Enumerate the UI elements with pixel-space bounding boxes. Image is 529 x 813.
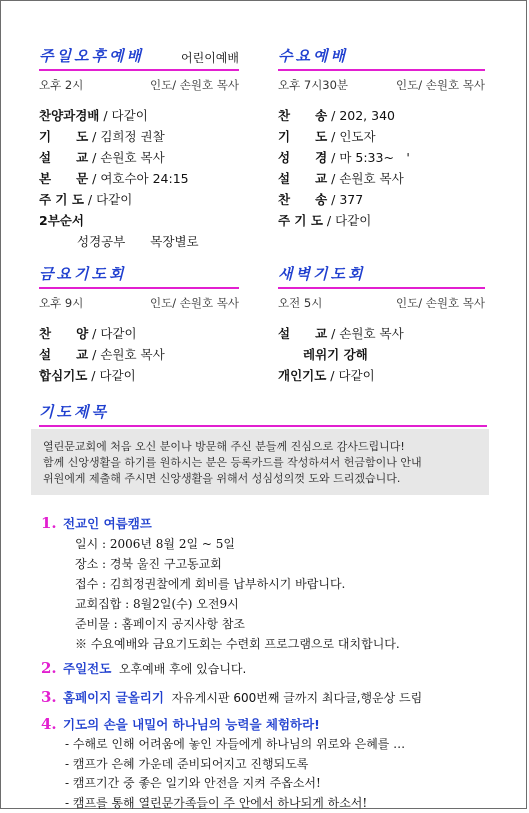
- order-item: 설 교 / 손원호 목사: [39, 344, 239, 365]
- notice-detail: 장소 : 경북 울진 구고동교회: [41, 554, 501, 574]
- notice-item-4: [41, 714, 501, 813]
- wednesday-section: [278, 45, 485, 231]
- notice-text: 오후예배 후에 있습니다.: [119, 662, 246, 676]
- order-item: 찬양과경배 / 다같이: [39, 105, 239, 126]
- wednesday-leader: 인도/ 손원호 목사: [396, 77, 485, 93]
- notice-heading: 주일전도: [63, 661, 111, 676]
- notice-detail: - 캠프를 통해 열린문가족들이 주 안에서 하나되게 하소서!: [41, 794, 501, 813]
- prayer-section: [39, 401, 489, 427]
- order-item: 찬 양 / 다같이: [39, 323, 239, 344]
- order-item: 주 기 도 / 다같이: [39, 189, 239, 210]
- notice-item-1: [41, 513, 501, 654]
- wednesday-title: 수요예배: [278, 47, 348, 65]
- notices-list: [41, 513, 501, 813]
- friday-title: 금요기도회: [39, 265, 126, 283]
- wednesday-header: [278, 45, 485, 67]
- notice-heading: 홈페이지 글올리기: [63, 690, 164, 705]
- dawn-rule: [278, 287, 485, 289]
- wednesday-time: 오후 7시30분: [278, 77, 348, 93]
- friday-leader: 인도/ 손원호 목사: [150, 295, 239, 311]
- order-item: 기 도 / 인도자: [278, 126, 485, 147]
- sunday-pm-items: [39, 105, 239, 252]
- order-item: 개인기도 / 다같이: [278, 365, 485, 386]
- wednesday-time-row: [278, 77, 485, 93]
- sunday-pm-title: 주일오후예배: [39, 47, 144, 65]
- order-item: 기 도 / 김희정 권찰: [39, 126, 239, 147]
- welcome-message-box: [31, 429, 489, 495]
- prayer-header: [39, 401, 489, 423]
- notice-detail: 교회집합 : 8월2일(수) 오전9시: [41, 594, 501, 614]
- order-item: 2부순서: [39, 210, 239, 231]
- order-item: 본 문 / 여호수아 24:15: [39, 168, 239, 189]
- friday-section: [39, 263, 239, 386]
- notice-heading: 전교인 여름캠프: [63, 516, 152, 531]
- welcome-line: 위원에게 제출해 주시면 신앙생활을 위해서 성심성의껏 도와 드리겠습니다.: [43, 471, 479, 487]
- order-item: 찬 송 / 202, 340: [278, 105, 485, 126]
- order-item: 레위기 강해: [278, 344, 485, 365]
- prayer-title: 기도제목: [39, 403, 109, 421]
- friday-items: [39, 323, 239, 386]
- notice-detail: - 캠프기간 중 좋은 일기와 안전을 지켜 주옵소서!: [41, 774, 501, 794]
- sunday-pm-section: [39, 45, 239, 252]
- notice-item-2: [41, 658, 501, 679]
- notice-detail: 준비물 : 홈페이지 공지사항 참조: [41, 614, 501, 634]
- wednesday-items: [278, 105, 485, 231]
- notice-number: 2.: [41, 658, 63, 678]
- notice-number: 1.: [41, 513, 63, 533]
- notice-detail: - 수해로 인해 어려움에 놓인 자들에게 하나님의 위로와 은혜를 …: [41, 735, 501, 755]
- order-item: 합심기도 / 다같이: [39, 365, 239, 386]
- notice-detail: - 캠프가 은혜 가운데 준비되어지고 진행되도록: [41, 755, 501, 775]
- sunday-pm-time: 오후 2시: [39, 77, 83, 93]
- welcome-line: 열린문교회에 처음 오신 분이나 방문해 주신 분들께 진심으로 감사드립니다!: [43, 439, 479, 455]
- notice-number: 4.: [41, 714, 63, 734]
- dawn-leader: 인도/ 손원호 목사: [396, 295, 485, 311]
- wednesday-rule: [278, 69, 485, 71]
- notice-text: 자유게시판 600번째 글까지 최다글,행운상 드림: [172, 691, 423, 705]
- order-item: 찬 송 / 377: [278, 189, 485, 210]
- order-item: 설 교 / 손원호 목사: [39, 147, 239, 168]
- dawn-time: 오전 5시: [278, 295, 322, 311]
- order-item: 성 경 / 마 5:33~ ': [278, 147, 485, 168]
- notice-item-3: [41, 687, 501, 708]
- friday-time: 오후 9시: [39, 295, 83, 311]
- sunday-pm-extra: 성경공부 목장별로: [39, 231, 239, 252]
- order-item: 설 교 / 손원호 목사: [278, 168, 485, 189]
- notice-detail: ※ 수요예배와 금요기도회는 수련회 프로그램으로 대치합니다.: [41, 634, 501, 654]
- friday-header: [39, 263, 239, 285]
- dawn-header: [278, 263, 485, 285]
- notice-number: 3.: [41, 687, 63, 707]
- sunday-pm-leader: 인도/ 손원호 목사: [150, 77, 239, 93]
- notice-heading: 기도의 손을 내밀어 하나님의 능력을 체험하라!: [63, 717, 320, 732]
- sunday-pm-rule: [39, 69, 239, 71]
- dawn-time-row: [278, 295, 485, 311]
- order-item: 설 교 / 손원호 목사: [278, 323, 485, 344]
- dawn-items: [278, 323, 485, 386]
- order-item: 주 기 도 / 다같이: [278, 210, 485, 231]
- notice-detail: 접수 : 김희정권찰에게 회비를 납부하시기 바랍니다.: [41, 574, 501, 594]
- dawn-title: 새벽기도회: [278, 265, 365, 283]
- sunday-pm-time-row: [39, 77, 239, 93]
- dawn-section: [278, 263, 485, 386]
- welcome-line: 함께 신앙생활을 하기를 원하시는 분은 등록카드를 작성하셔서 헌금함이나 안내: [43, 455, 479, 471]
- notice-detail: 일시 : 2006년 8월 2일 ~ 5일: [41, 534, 501, 554]
- sunday-pm-subtitle: 어린이예배: [181, 49, 239, 66]
- friday-time-row: [39, 295, 239, 311]
- friday-rule: [39, 287, 239, 289]
- sunday-pm-header: [39, 45, 239, 67]
- prayer-rule: [39, 425, 487, 427]
